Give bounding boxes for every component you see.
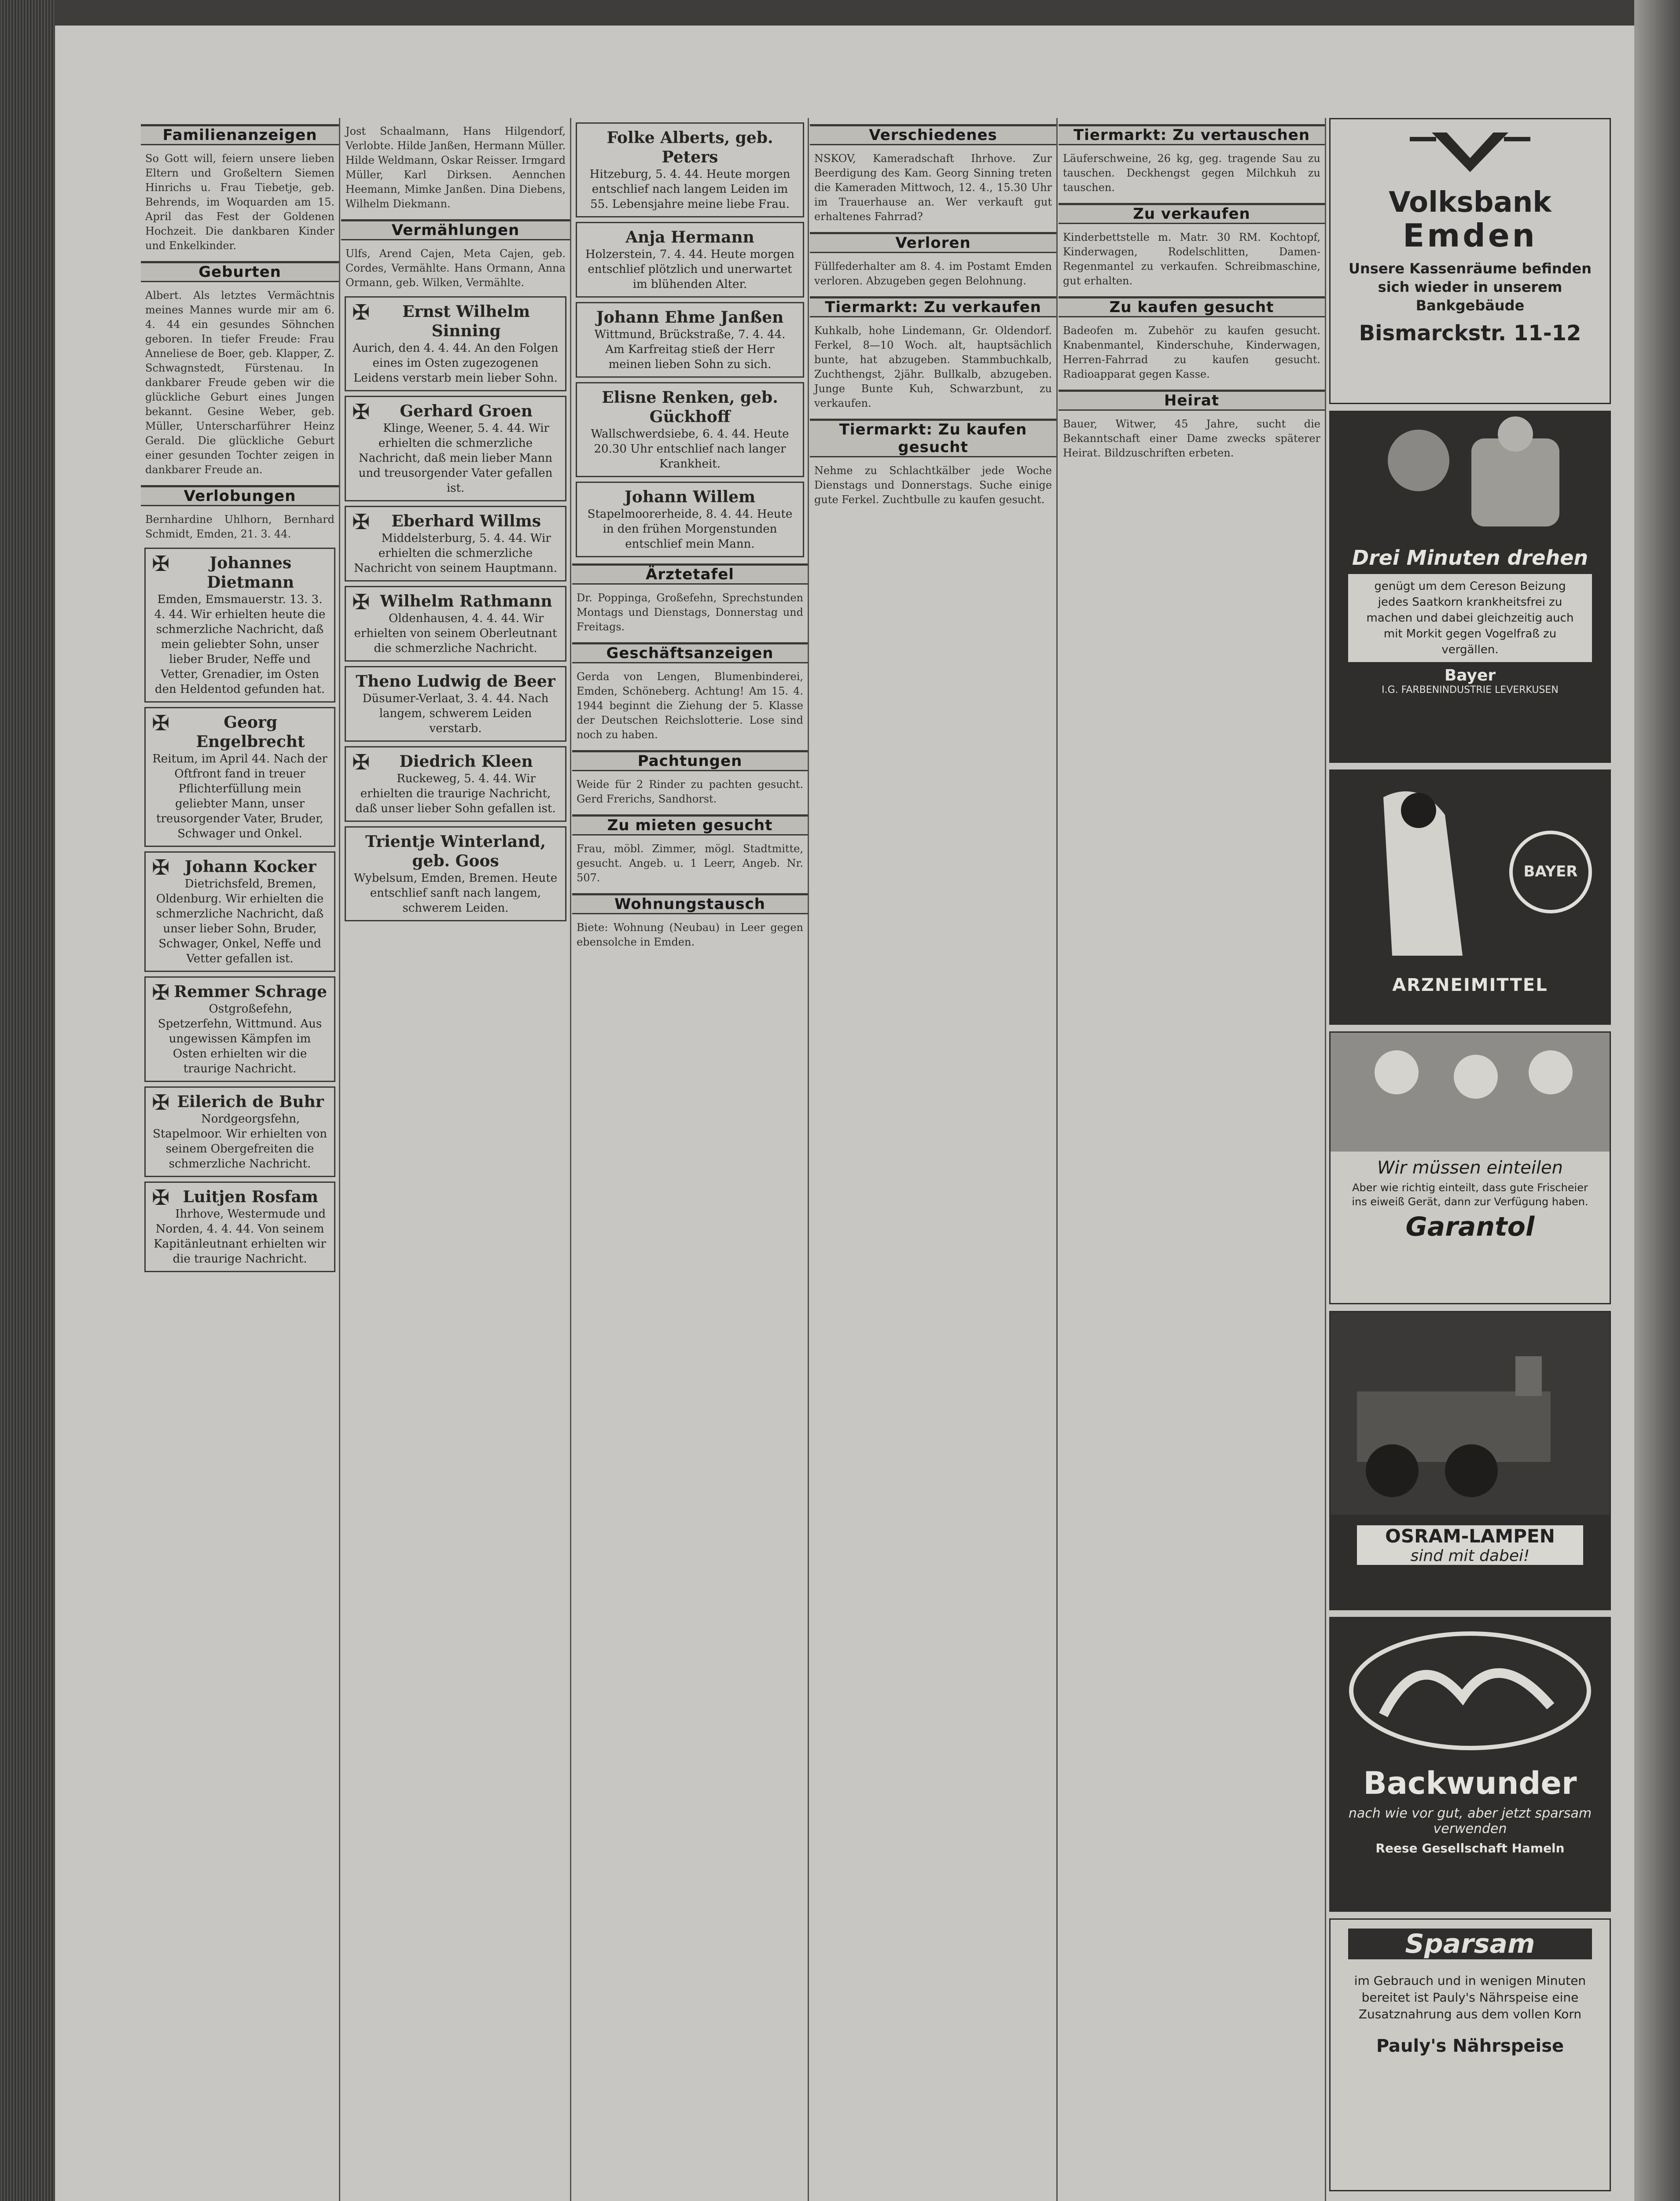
obituary: Johann Ehme Janßen Wittmund, Brückstraße, 7. 4. 44. Am Karfreitag stieß der Herr meinen lieben Sohn zu sich. — [576, 302, 804, 378]
ad-text: Aber wie richtig einteilt, dass gute Frischeier ins eiweiß Gerät, dann zur Verfügung haben. — [1352, 1181, 1588, 1208]
brand-name: Bayer — [1444, 666, 1496, 685]
obituary: Anja Hermann Holzerstein, 7. 4. 44. Heute morgen entschlief plötzlich und unerwartet im blühenden Alter. — [576, 222, 804, 298]
ad-text: genügt um dem Cereson Beizung jedes Saatkorn krankheitsfrei zu machen und dabei gleichzeitig auch mit Morkit gegen Vogelfraß zu vergällen. — [1348, 574, 1592, 662]
section-header: Geburten — [141, 261, 339, 282]
obituary: ✠ Eberhard Willms Middelsterburg, 5. 4. 44. Wir erhielten die schmerzliche Nachricht von seinem Hauptmann. — [345, 506, 566, 582]
obituary: ✠ Eilerich de Buhr Nordgeorgsfehn, Stapelmoor. Wir erhielten von seinem Obergefreiten die schmerzliche Nachricht. — [144, 1086, 335, 1177]
osram-label — [1357, 1525, 1583, 1565]
book-binding — [0, 0, 55, 2201]
ad-headline: Wir müssen einteilen — [1377, 1158, 1563, 1178]
cross-icon: ✠ — [152, 980, 170, 1005]
wedding-notices: Ulfs, Arend Cajen, Meta Cajen, geb. Cordes, Vermählte. Hans Ormann, Anna Ormann, geb. Wilken, Vermählte. — [346, 247, 566, 289]
section-header: Ärztetafel — [572, 563, 808, 585]
ad-column — [1329, 118, 1611, 2201]
ad-headline: Drei Minuten drehen — [1352, 546, 1588, 570]
obituary: Theno Ludwig de Beer Düsumer-Verlaat, 3. 4. 44. Nach langem, schwerem Leiden verstarb. — [345, 666, 566, 742]
cross-icon: ✠ — [152, 855, 170, 880]
section-header: Tiermarkt: Zu verkaufen — [810, 296, 1056, 317]
lost-ads: Füllfederhalter am 8. 4. im Postamt Emden verloren. Abzugeben gegen Belohnung. — [814, 260, 1052, 287]
ad-slogan: sind mit dabei! — [1410, 1547, 1530, 1565]
column-5 — [1059, 118, 1326, 2201]
bayer-medicine-ad — [1329, 769, 1611, 1025]
obituary: ✠ Diedrich Kleen Ruckeweg, 5. 4. 44. Wir erhielten die traurige Nachricht, daß unser lieber Sohn gefallen ist. — [345, 746, 566, 822]
cross-icon: ✠ — [352, 300, 370, 325]
section-header: Verlobungen — [141, 485, 339, 506]
livestock-wanted-ads: Nehme zu Schlachtkälber jede Woche Dienstags und Donnerstags. Suche einige gute Ferkel. Zuchtbulle zu kaufen gesucht. — [814, 464, 1052, 506]
farmer-illustration — [1331, 412, 1610, 544]
section-header: Tiermarkt: Zu kaufen gesucht — [810, 419, 1056, 457]
newspaper-page — [55, 26, 1634, 2201]
marriage-ads: Bauer, Witwer, 45 Jahre, sucht die Bekanntschaft einer Dame zwecks späterer Heirat. Bildzuschriften erbeten. — [1063, 418, 1320, 459]
section-header: Heirat — [1059, 390, 1325, 411]
cross-icon: ✠ — [152, 552, 170, 576]
obituary: ✠ Johann Kocker Dietrichsfeld, Bremen, Oldenburg. Wir erhielten die schmerzliche Nachricht, daß unser lieber Sohn, Bruder, Schwager, Onkel, Neffe und Vetter gefallen ist. — [144, 851, 335, 972]
volksbank-logo — [1331, 119, 1610, 185]
lease-ads: Weide für 2 Rinder zu pachten gesucht. Gerd Frerichs, Sandhorst. — [577, 778, 803, 805]
cross-icon: ✠ — [352, 750, 370, 775]
column-2 — [341, 118, 571, 2201]
backwunder-ad — [1329, 1617, 1611, 1912]
column-1 — [141, 118, 340, 2201]
wanted-ads: Badeofen m. Zubehör zu kaufen gesucht. Knabenmantel, Kinderschuhe, Kinderwagen, Herren-Fahrrad zu kaufen gesucht. Radioapparat gegen Kasse. — [1063, 324, 1320, 380]
cross-icon: ✠ — [352, 590, 370, 615]
bank-address: Bismarckstr. 11-12 — [1359, 321, 1581, 346]
doctor-notice: Dr. Poppinga, Großefehn, Sprechstunden Montags und Dienstags, Donnerstag und Freitags. — [577, 592, 803, 633]
cross-icon: ✠ — [152, 1090, 170, 1115]
obituary: ✠ Luitjen Rosfam Ihrhove, Westermude und Norden, 4. 4. 44. Von seinem Kapitänleutnant erhielten wir die traurige Nachricht. — [144, 1181, 335, 1272]
rent-ads: Frau, möbl. Zimmer, mögl. Stadtmitte, gesucht. Angeb. u. 1 Leerr, Angeb. Nr. 507. — [577, 843, 803, 884]
ad-headline: Sparsam — [1348, 1929, 1592, 1959]
section-header: Zu kaufen gesucht — [1059, 296, 1325, 317]
anniversary-notice: So Gott will, feiern unsere lieben Eltern und Großeltern Siemen Hinrichs u. Frau Tiebetje, geb. Behrends, im Woquarden am 15. April das Fest der Goldenen Hochzeit. Die dankbaren Kinder und Enkelkinder. — [145, 152, 335, 252]
brand-name: Backwunder — [1363, 1765, 1577, 1801]
bank-city: Emden — [1403, 217, 1537, 254]
housewives-illustration — [1331, 1033, 1610, 1152]
garantol-ad — [1329, 1031, 1611, 1304]
page-edge — [1634, 0, 1680, 2201]
cross-icon: ✠ — [152, 1185, 170, 1210]
brand-name: Garantol — [1405, 1211, 1535, 1242]
locomotive-illustration — [1331, 1312, 1610, 1515]
section-header: Wohnungstausch — [572, 893, 808, 914]
section-header: Familienanzeigen — [141, 124, 339, 145]
business-ads: Gerda von Lengen, Blumenbinderei, Emden, Schöneberg. Achtung! Am 15. 4. 1944 beginnt die Ziehung der 5. Klasse der Deutschen Reichslotterie. Lose sind noch zu haben. — [577, 670, 803, 741]
section-header: Verloren — [810, 232, 1056, 253]
obituary: Elisne Renken, geb. Gückhoff Wallschwerdsiebe, 6. 4. 44. Heute 20.30 Uhr entschlief nach langer Krankheit. — [576, 382, 804, 477]
obituary: ✠ Remmer Schrage Ostgroßefehn, Spetzerfehn, Wittmund. Aus ungewissen Kämpfen im Osten erhielten wir die traurige Nachricht. — [144, 976, 335, 1082]
couple-illustration — [1331, 771, 1610, 964]
for-sale-ads: Kinderbettstelle m. Matr. 30 RM. Kochtopf, Kinderwagen, Rodelschlitten, Damen-Regenmantel zu verkaufen. Schreibmaschine, gut erhalten. — [1063, 231, 1320, 287]
obituary: ✠ Gerhard Groen Klinge, Weener, 5. 4. 44. Wir erhielten die schmerzliche Nachricht, daß mein lieber Mann und treusorgender Vater gefallen ist. — [345, 396, 566, 501]
obituary: Johann Willem Stapelmoorerheide, 8. 4. 44. Heute in den frühen Morgenstunden entschlief mein Mann. — [576, 482, 804, 557]
brand-name: OSRAM-LAMPEN — [1385, 1525, 1555, 1547]
obituary: ✠ Ernst Wilhelm Sinning Aurich, den 4. 4. 44. An den Folgen eines im Osten zugezogenen Leidens verstarb mein lieber Sohn. — [345, 296, 566, 391]
bayer-seed-ad — [1329, 411, 1611, 763]
obituary: ✠ Georg Engelbrecht Reitum, im April 44. Nach der Oftfront fand in treuer Pflichterfüllung mein geliebter Mann, unser treusorgender Vater, Bruder, Schwager und Onkel. — [144, 707, 335, 847]
volksbank-ad — [1329, 118, 1611, 404]
section-header: Geschäftsanzeigen — [572, 642, 808, 663]
brand-name: Pauly's Nährspeise — [1376, 2036, 1564, 2056]
section-header: Zu verkaufen — [1059, 203, 1325, 224]
engagement-notices: Jost Schaalmann, Hans Hilgendorf, Verlobte. Hilde Janßen, Hermann Müller. Hilde Weldmann, Oskar Reisser. Irmgard Müller, Karl Dirksen. Aennchen Heemann, Mimke Janßen. Dina Diebens, Wilhelm Diekmann. — [346, 125, 566, 210]
obituary: Folke Alberts, geb. Peters Hitzeburg, 5. 4. 44. Heute morgen entschlief nach langem Leiden im 55. Lebensjahre meine liebe Frau. — [576, 122, 804, 217]
bank-message: Unsere Kassenräume befinden sich wieder in unserem Bankgebäude — [1349, 260, 1592, 314]
obituary: ✠ Wilhelm Rathmann Oldenhausen, 4. 4. 44. Wir erhielten von seinem Oberleutnant die schmerzliche Nachricht. — [345, 586, 566, 662]
cross-icon: ✠ — [352, 510, 370, 534]
backwunder-logo — [1331, 1618, 1610, 1763]
cross-icon: ✠ — [352, 400, 370, 424]
swap-ads: Biete: Wohnung (Neubau) in Leer gegen ebensolche in Emden. — [577, 921, 803, 948]
ad-label: ARZNEIMITTEL — [1392, 975, 1548, 995]
section-header: Pachtungen — [572, 750, 808, 771]
column-4 — [810, 118, 1058, 2201]
column-3 — [572, 118, 809, 2201]
obituary: Trientje Winterland, geb. Goos Wybelsum, Emden, Bremen. Heute entschlief sanft nach langem, schwerem Leiden. — [345, 826, 566, 921]
company-name: Reese Gesellschaft Hameln — [1375, 1841, 1565, 1855]
ad-slogan: nach wie vor gut, aber jetzt sparsam verwenden — [1348, 1806, 1592, 1837]
section-header: Tiermarkt: Zu vertauschen — [1059, 124, 1325, 145]
engagement-notice: Bernhardine Uhlhorn, Bernhard Schmidt, Emden, 21. 3. 44. — [145, 513, 335, 540]
livestock-swap-ads: Läuferschweine, 26 kg, geg. tragende Sau zu tauschen. Deckhengst gegen Milchkuh zu tauschen. — [1063, 152, 1320, 194]
pauly-ad — [1329, 1918, 1611, 2191]
bayer-cross-logo: BAYER — [1523, 863, 1578, 880]
cross-icon: ✠ — [152, 711, 170, 736]
section-header: Zu mieten gesucht — [572, 814, 808, 835]
obituary: ✠ Johannes Dietmann Emden, Emsmauerstr. 13. 3. 4. 44. Wir erhielten heute die schmerzliche Nachricht, daß mein geliebter Sohn, unser lieber Bruder, Neffe und Vetter, Grenadier, im Osten den Heldentod gefunden hat. — [144, 548, 335, 703]
osram-ad — [1329, 1311, 1611, 1610]
ad-text: im Gebrauch und in wenigen Minuten bereitet ist Pauly's Nährspeise eine Zusatznahrung aus dem vollen Korn — [1354, 1973, 1586, 2021]
livestock-sale-ads: Kuhkalb, hohe Lindemann, Gr. Oldendorf. Ferkel, 8—10 Woch. alt, hauptsächlich bunte, hat abzugeben. Stammbuchkalb, Zuchthengst, 2jähr. Bullkalb, abzugeben. Junge Bunte Kuh, Schwarzbunt, zu verkaufen. — [814, 324, 1052, 409]
section-header: Vermählungen — [341, 219, 570, 240]
section-header: Verschiedenes — [810, 124, 1056, 145]
company-name: I.G. FARBENINDUSTRIE LEVERKUSEN — [1382, 685, 1559, 696]
births-notices: Albert. Als letztes Vermächtnis meines Mannes wurde mir am 6. 4. 44 ein gesundes Söhnchen geboren. In tiefer Freude: Frau Anneliese de Boer, geb. Klapper, Z. Schwagnstedt, Fürstenau. In dankbarer Freude geben wir die glückliche Geburt eines Jungen bekannt. Gesine Weber, geb. Müller, Unterscharführer Heinz Gerald. Die glückliche Geburt einer gesunden Tochter zeigen in dankbarer Freude an. — [145, 289, 335, 476]
bank-name: Volksbank — [1389, 186, 1551, 219]
misc-ads: NSKOV, Kameradschaft Ihrhove. Zur Beerdigung des Kam. Georg Sinning treten die Kameraden Mittwoch, 12. 4., 15.30 Uhr im Trauerhause an. Wer verkauft gut erhaltenes Fahrrad? — [814, 152, 1052, 223]
